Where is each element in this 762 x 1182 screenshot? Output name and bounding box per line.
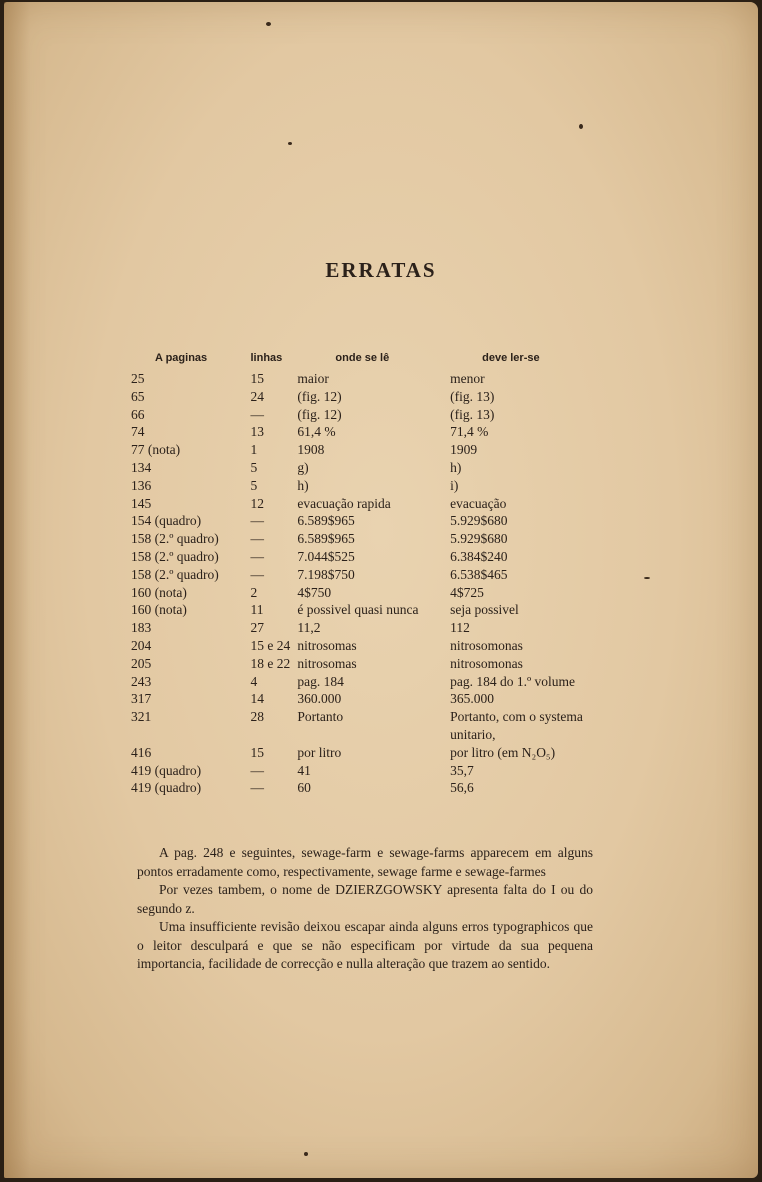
cell-linha: 11: [250, 602, 264, 618]
page-title: ERRATAS: [325, 258, 437, 282]
cell-deve: menor: [450, 371, 485, 386]
cell-onde: 6.589$965: [297, 513, 355, 529]
cell-deve: 5.929$680: [450, 531, 508, 547]
cell-linha: 2: [250, 584, 258, 600]
cell-linha: 5: [250, 477, 258, 493]
cell-deve: nitrosomonas: [450, 655, 523, 671]
cell-linha: —: [250, 513, 264, 529]
cell-deve: 6.384$240: [450, 548, 508, 564]
cell-deve: 1909: [450, 442, 478, 458]
cell-onde: 60: [297, 780, 311, 796]
header-deve-ler-se: deve ler-se: [482, 352, 540, 364]
note-paragraph: A pag. 248 e seguintes, sewage-farm e sewage-farms apparecem em alguns pontos erradamente como, respectivamente, sewage farme e sewage-farmes: [137, 845, 593, 879]
cell-onde: 7.044$525: [297, 548, 355, 564]
cell-onde: 6.589$965: [297, 531, 355, 547]
table-row: [131, 601, 601, 619]
table-row: [131, 423, 601, 441]
cell-deve: h): [450, 459, 462, 475]
cell-pagina: 145: [131, 495, 152, 511]
cell-onde: h): [297, 477, 309, 493]
cell-linha: 18 e 22: [250, 655, 291, 671]
cell-pagina: 243: [131, 673, 152, 689]
cell-pagina: 205: [131, 655, 152, 671]
cell-linha: —: [250, 531, 264, 547]
cell-deve: 6.538$465: [450, 566, 508, 582]
table-row: [131, 477, 601, 495]
ink-spot: [579, 124, 583, 129]
cell-pagina: 416: [131, 744, 152, 760]
errata-rows: [131, 370, 601, 797]
header-onde-se-le: onde se lê: [335, 352, 390, 364]
cell-onde: 61,4 %: [297, 424, 336, 440]
cell-onde: g): [297, 459, 309, 475]
cell-pagina: 160 (nota): [131, 602, 187, 618]
cell-linha: 4: [250, 673, 258, 689]
cell-deve: por litro (em N₂O₅): [450, 744, 556, 760]
table-row: [131, 370, 601, 388]
cell-pagina: 158 (2.º quadro): [131, 566, 219, 582]
cell-linha: 14: [250, 691, 264, 707]
cell-pagina: 134: [131, 459, 152, 475]
header-paginas: A paginas: [155, 352, 208, 364]
table-row: [131, 779, 601, 797]
table-row: [131, 548, 601, 566]
table-row: [131, 512, 601, 530]
cell-deve: (fig. 13): [450, 388, 495, 404]
table-row: [131, 441, 601, 459]
document-page: [4, 2, 758, 1178]
cell-linha: —: [250, 566, 264, 582]
table-row: [131, 762, 601, 780]
cell-deve: 5.929$680: [450, 513, 508, 529]
cell-deve: evacuação: [450, 495, 507, 511]
cell-onde: Portanto: [297, 709, 344, 725]
ink-spot: [644, 577, 650, 579]
table-row: [131, 495, 601, 513]
note-paragraph: Por vezes tambem, o nome de DZIERZGOWSKY apresenta falta do I ou do segundo z.: [137, 882, 593, 916]
cell-pagina: 74: [131, 424, 145, 440]
cell-linha: 24: [250, 388, 264, 404]
cell-pagina: 154 (quadro): [131, 513, 202, 529]
cell-deve: seja possivel: [450, 602, 519, 618]
cell-onde: (fig. 12): [297, 388, 342, 404]
note-paragraph: Uma insufficiente revisão deixou escapar ainda alguns erros typographicos que o leitor desculpará e que se não especificam por virtude da sua pequena importancia, facilidade de correcção e nulla alteração que trazem ao sentido.: [137, 919, 593, 971]
cell-pagina: 160 (nota): [131, 584, 187, 600]
cell-onde: pag. 184: [297, 673, 344, 689]
table-row: [131, 406, 601, 424]
cell-onde: nitrosomas: [297, 655, 357, 671]
ink-spot: [288, 142, 292, 145]
cell-linha: 13: [250, 424, 264, 440]
cell-deve: 56,6: [450, 780, 474, 796]
cell-onde: 7.198$750: [297, 566, 355, 582]
cell-linha: 1: [250, 442, 258, 458]
table-row: [131, 655, 601, 673]
notes: [137, 844, 593, 974]
cell-pagina: 317: [131, 691, 152, 707]
cell-onde: 1908: [297, 442, 325, 458]
cell-linha: 15: [250, 744, 264, 760]
cell-onde: 41: [297, 762, 311, 778]
cell-deve: 365.000: [450, 691, 494, 707]
cell-pagina: 65: [131, 388, 145, 404]
cell-deve: (fig. 13): [450, 406, 495, 422]
table-row: [131, 530, 601, 548]
errata-table: [131, 350, 601, 797]
cell-pagina: 136: [131, 477, 152, 493]
ink-spot: [304, 1152, 308, 1156]
cell-pagina: 183: [131, 620, 152, 636]
cell-pagina: 419 (quadro): [131, 762, 202, 778]
cell-linha: —: [250, 780, 264, 796]
table-header-row: [131, 350, 601, 370]
table-row: [131, 388, 601, 406]
cell-deve: pag. 184 do 1.º volume: [450, 673, 576, 689]
cell-pagina: 158 (2.º quadro): [131, 548, 219, 564]
table-row: [131, 637, 601, 655]
table-row: [131, 744, 601, 762]
cell-pagina: 66: [131, 406, 145, 422]
table-row: [131, 566, 601, 584]
cell-onde: é possivel quasi nunca: [297, 602, 419, 618]
cell-onde: evacuação rapida: [297, 495, 391, 511]
cell-deve: nitrosomonas: [450, 637, 523, 653]
header-linhas: linhas: [250, 352, 283, 364]
cell-onde: 4$750: [297, 584, 332, 600]
cell-onde: maior: [297, 371, 329, 386]
table-row: [131, 584, 601, 602]
cell-deve: 35,7: [450, 762, 474, 778]
cell-linha: 12: [250, 495, 264, 511]
cell-pagina: 204: [131, 637, 152, 653]
cell-onde: 360.000: [297, 691, 342, 707]
table-row: [131, 459, 601, 477]
cell-linha: —: [250, 548, 264, 564]
cell-linha: —: [250, 762, 264, 778]
cell-pagina: 158 (2.º quadro): [131, 531, 219, 547]
cell-deve: i): [450, 477, 459, 493]
cell-pagina: 419 (quadro): [131, 780, 202, 796]
cell-pagina: 25: [131, 371, 145, 386]
cell-onde: por litro: [297, 744, 342, 760]
table-row: [131, 619, 601, 637]
cell-linha: 5: [250, 459, 258, 475]
cell-deve: 71,4 %: [450, 424, 489, 440]
table-row: [131, 708, 601, 744]
cell-linha: 15: [250, 371, 264, 386]
cell-onde: nitrosomas: [297, 637, 357, 653]
table-row: [131, 690, 601, 708]
cell-linha: 27: [250, 620, 264, 636]
cell-linha: —: [250, 406, 264, 422]
cell-linha: 28: [250, 709, 264, 725]
ink-spot: [266, 22, 271, 26]
cell-pagina: 77 (nota): [131, 442, 181, 458]
cell-deve: Portanto, com o systema unitario,: [450, 709, 583, 742]
cell-deve: 4$725: [450, 584, 484, 600]
cell-deve: 112: [450, 620, 470, 636]
cell-pagina: 321: [131, 709, 152, 725]
table-row: [131, 673, 601, 691]
cell-onde: (fig. 12): [297, 406, 342, 422]
cell-linha: 15 e 24: [250, 637, 291, 653]
cell-onde: 11,2: [297, 620, 321, 636]
